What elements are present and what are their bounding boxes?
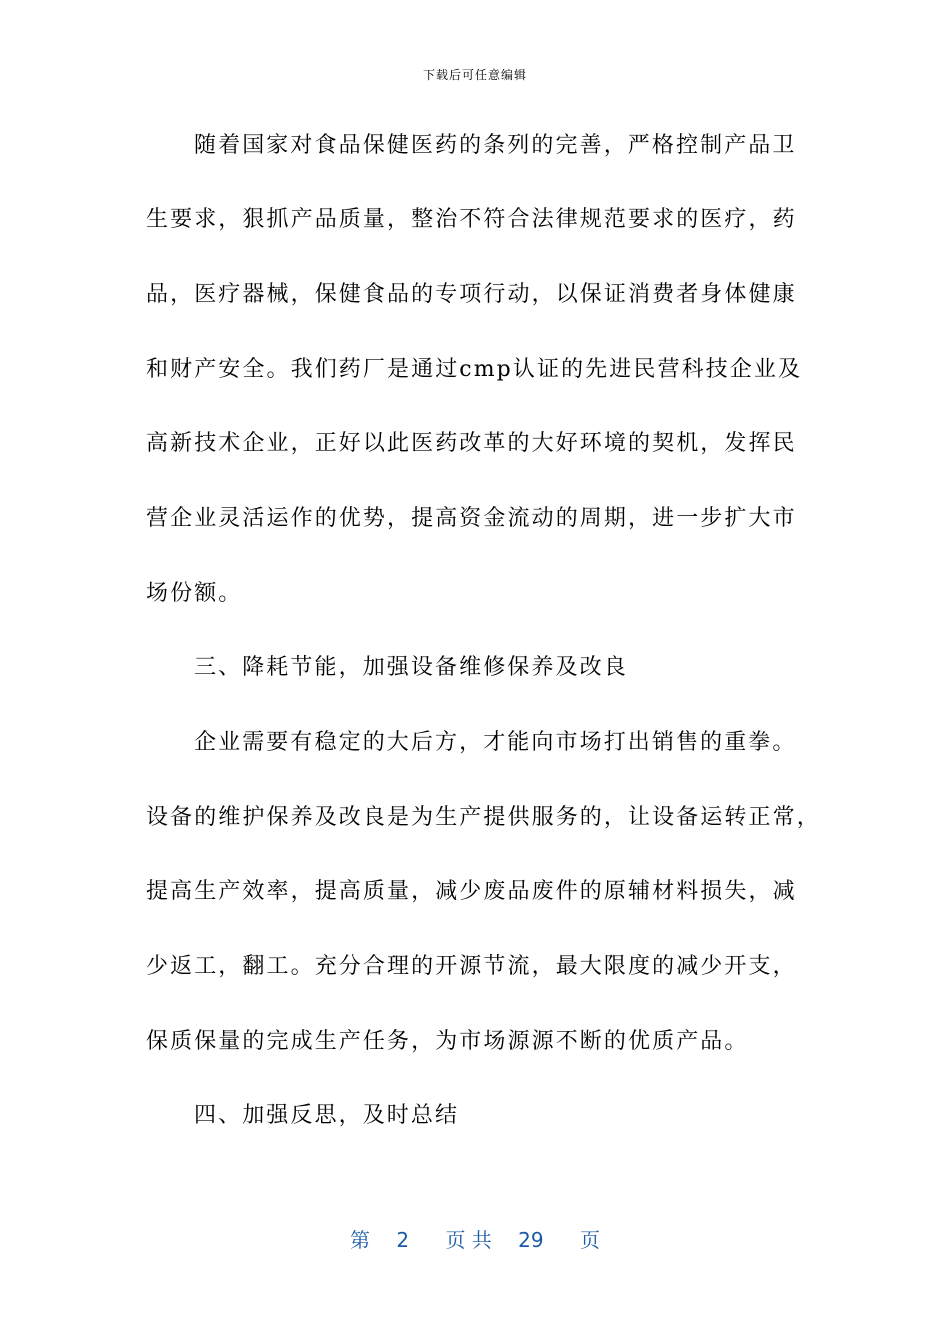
section-heading: 四、加强反思，及时总结 [194, 1103, 460, 1128]
paragraph-line: 少返工，翻工。充分合理的开源节流，最大限度的减少开支， [146, 954, 797, 979]
footer-middle: 页 共 [445, 1228, 492, 1252]
paragraph-line: 和财产安全。我们药厂是通过cmp认证的先进民营科技企业及 [146, 357, 803, 382]
paragraph-line: 随着国家对食品保健医药的条列的完善，严格控制产品卫 [194, 133, 797, 158]
page-footer [0, 1224, 950, 1253]
section-heading: 三、降耗节能，加强设备维修保养及改良 [194, 655, 628, 680]
current-page-number: 2 [396, 1228, 410, 1252]
paragraph-line: 生要求，狠抓产品质量，整治不符合法律规范要求的医疗，药 [146, 207, 797, 232]
paragraph-line: 企业需要有稳定的大后方，才能向市场打出销售的重拳。 [194, 730, 797, 755]
paragraph-line: 设备的维护保养及改良是为生产提供服务的，让设备运转正常， [146, 805, 821, 830]
paragraph-line: 高新技术企业，正好以此医药改革的大好环境的契机，发挥民 [146, 431, 797, 456]
footer-prefix: 第 [350, 1228, 370, 1252]
paragraph-line: 场份额。 [146, 581, 243, 606]
paragraph-line: 提高生产效率，提高质量，减少废品废件的原辅材料损失，减 [146, 879, 797, 904]
paragraph-line: 营企业灵活运作的优势，提高资金流动的周期，进一步扩大市 [146, 506, 797, 531]
footer-suffix: 页 [579, 1228, 600, 1252]
page-header: 下载后可任意编辑 [422, 68, 527, 82]
total-pages-number: 29 [518, 1228, 544, 1252]
paragraph-line: 保质保量的完成生产任务，为市场源源不断的优质产品。 [146, 1029, 749, 1054]
paragraph-line: 品，医疗器械，保健食品的专项行动，以保证消费者身体健康 [146, 282, 797, 307]
